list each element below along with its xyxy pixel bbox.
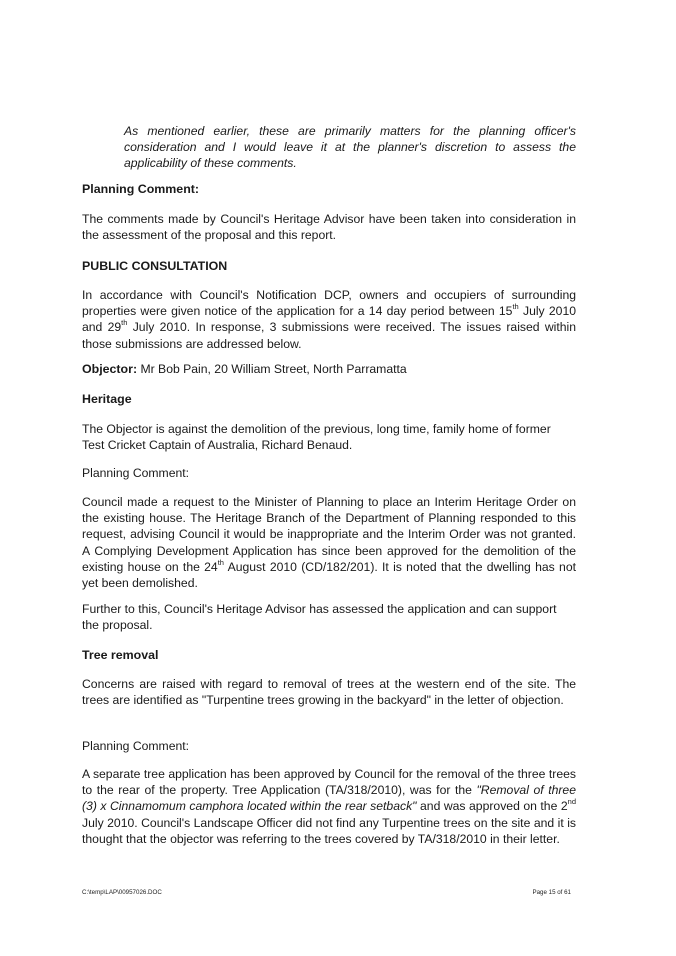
tree-comment-label bbox=[82, 738, 576, 754]
consultation-body bbox=[82, 287, 576, 352]
consultation-sup-1: th bbox=[512, 302, 519, 312]
heritage-response-sup: th bbox=[217, 557, 224, 567]
consultation-text bbox=[82, 287, 576, 352]
heritage-response-text bbox=[82, 494, 576, 591]
heritage-further bbox=[82, 601, 576, 633]
objector-label: Objector: bbox=[82, 362, 138, 376]
tree-response bbox=[82, 766, 576, 847]
footer-page-number: Page 15 of 61 bbox=[532, 889, 571, 896]
heritage-heading: Heritage bbox=[82, 392, 132, 406]
tree-text: Concerns are raised with regard to removal of trees at the western end of the site. The trees are identified as "Turpentine trees growing in the backyard" in the letter of objection. bbox=[82, 677, 576, 708]
public-consultation-heading: PUBLIC CONSULTATION bbox=[82, 259, 228, 273]
quote-text: As mentioned earlier, these are primarily matters for the planning officer's consideration and I would leave it at the planner's discretion to assess the applicability of these comments. bbox=[124, 124, 576, 171]
planning-comment-text: The comments made by Council's Heritage Advisor have been taken into consideration in the assessment of the proposal and this report. bbox=[82, 212, 576, 243]
consultation-text-3: July 2010. In response, 3 submissions were received. The issues raised within those submissions are addressed below. bbox=[82, 320, 576, 351]
consultation-sup-2: th bbox=[121, 318, 128, 328]
tree-body bbox=[82, 676, 576, 708]
heritage-text: The Objector is against the demolition of the previous, long time, family home of former Test Cricket Captain of Australia, Richard Benaud. bbox=[82, 422, 551, 453]
tree-response-italic: "Removal of three (3) x Cinnamomum camphora located within the rear setback" bbox=[82, 783, 576, 814]
planning-comment-heading: Planning Comment: bbox=[82, 182, 200, 196]
heritage-body bbox=[82, 421, 576, 453]
heritage-further-text: Further to this, Council's Heritage Advisor has assessed the application and can support the proposal. bbox=[82, 602, 557, 633]
tree-response-text bbox=[82, 766, 576, 847]
tree-response-text-1: A separate tree application has been approved by Council for the removal of the three trees to the rear of the property. Tree Application (TA/318/2010), was for the bbox=[82, 767, 576, 798]
tree-planning-comment: Planning Comment: bbox=[82, 739, 190, 753]
consultation-text-2: July 2010 and 29 bbox=[82, 304, 576, 335]
heritage-response bbox=[82, 494, 576, 591]
heritage-response-text-1: Council made a request to the Minister of Planning to place an Interim Heritage Order on the existing house. The Heritage Branch of the Department of Planning responded to this request, advising Council it would be inappropriate and the Interim Order was not granted. A Complying Development Application has since been approved for the demolition of the existing house on the 24 bbox=[82, 495, 576, 574]
heritage-section bbox=[82, 391, 576, 407]
planning-comment-section bbox=[82, 181, 576, 197]
quoted-comment bbox=[124, 123, 576, 172]
tree-section bbox=[82, 647, 576, 663]
heritage-planning-comment: Planning Comment: bbox=[82, 466, 190, 480]
footer-file-path: C:\temp\LAP\00957026.DOC bbox=[82, 889, 162, 896]
objector-text: Mr Bob Pain, 20 William Street, North Parramatta bbox=[137, 362, 407, 376]
tree-response-sup: nd bbox=[567, 797, 576, 807]
heritage-comment-label bbox=[82, 465, 576, 481]
consultation-text-1: In accordance with Council's Notification DCP, owners and occupiers of surrounding properties were given notice of the application for a 14 day period between 15 bbox=[82, 288, 576, 319]
tree-heading: Tree removal bbox=[82, 648, 159, 662]
tree-response-text-2: and was approved on the 2 bbox=[416, 799, 568, 814]
objector-line bbox=[82, 361, 576, 377]
heritage-response-text-2: August 2010 (CD/182/201). It is noted that the dwelling has not yet been demolished. bbox=[82, 559, 576, 591]
tree-response-text-3: July 2010. Council's Landscape Officer did not find any Turpentine trees on the site and it is thought that the objector was referring to the trees covered by TA/318/2010 in their letter. bbox=[82, 815, 576, 846]
public-consultation-section bbox=[82, 258, 576, 274]
planning-comment-body bbox=[82, 211, 576, 243]
